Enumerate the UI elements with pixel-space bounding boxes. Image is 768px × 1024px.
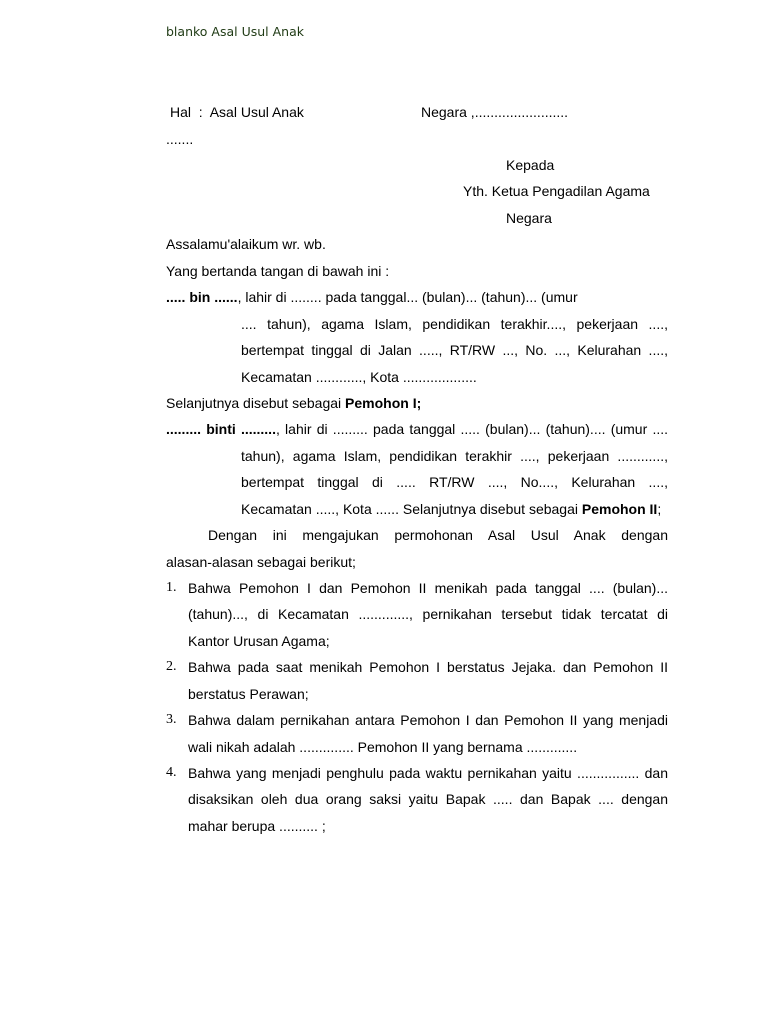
intro-line: Yang bertanda tangan di bawah ini : (166, 263, 390, 279)
recipient-city: Negara (506, 210, 552, 226)
item2-line1: Bahwa pada saat menikah Pemohon I berstatus Jejaka. dan Pemohon II (188, 659, 668, 675)
recipient-title: Yth. Ketua Pengadilan Agama (463, 183, 650, 199)
item1-line2: (tahun)..., di Kecamatan ............., pernikahan tersebut tidak tercatat di (188, 606, 668, 622)
pemohon2-line1 (166, 421, 668, 437)
item1-line3: Kantor Urusan Agama; (188, 633, 330, 649)
document-header: blanko Asal Usul Anak (166, 24, 304, 39)
pemohon1-line4: Kecamatan ............, Kota ................... (241, 369, 477, 385)
pemohon1-name: ..... bin ...... (166, 289, 238, 305)
hal-line (170, 104, 304, 120)
pemohon1-line1 (166, 289, 578, 305)
pemohon2-line1-rest: , lahir di ......... pada tanggal ..... (bulan)... (tahun).... (umur .... (275, 421, 669, 437)
pemohon2-line4 (241, 501, 661, 517)
pemohon2-label: Pemohon II (581, 501, 658, 517)
item3-line1: Bahwa dalam pernikahan antara Pemohon I dan Pemohon II yang menjadi (188, 712, 668, 728)
pemohon1-label: Pemohon I; (345, 395, 422, 411)
hal-dots: ....... (166, 131, 194, 147)
item4-line1: Bahwa yang menjadi penghulu pada waktu pernikahan yaitu ................ dan (188, 765, 668, 781)
pemohon2-line3: bertempat tinggal di ..... RT/RW ...., No...., Kelurahan ...., (241, 474, 668, 490)
item4-line3: mahar berupa .......... ; (188, 818, 326, 834)
item3-line2: wali nikah adalah .............. Pemohon II yang bernama ............. (188, 739, 578, 755)
recipient-kepada: Kepada (506, 157, 555, 173)
item4-number: 4. (166, 765, 177, 780)
item2-number: 2. (166, 659, 177, 674)
hal-value: Asal Usul Anak (209, 104, 304, 120)
pemohon2-line4-prefix: Kecamatan ....., Kota ...... Selanjutnya disebut sebagai (241, 501, 582, 517)
hal-label: Hal (170, 104, 192, 120)
pemohon2-name: ......... binti ......... (166, 421, 276, 437)
body-para-line2: alasan-alasan sebagai berikut; (166, 554, 356, 570)
hal-separator: : (198, 104, 203, 120)
item2-line2: berstatus Perawan; (188, 686, 309, 702)
pemohon2-line4-suffix: ; (657, 501, 662, 517)
pemohon1-designation-prefix: Selanjutnya disebut sebagai (166, 395, 346, 411)
item3-number: 3. (166, 712, 177, 727)
pemohon1-line2: .... tahun), agama Islam, pendidikan terakhir...., pekerjaan ...., (241, 316, 668, 332)
item4-line2: disaksikan oleh dua orang saksi yaitu Bapak ..... dan Bapak .... dengan (188, 791, 668, 807)
pemohon1-line1-rest: , lahir di ........ pada tanggal... (bulan)... (tahun)... (umur (237, 289, 578, 305)
body-para-line1: Dengan ini mengajukan permohonan Asal Usul Anak dengan (208, 527, 668, 543)
pemohon2-line2: tahun), agama Islam, pendidikan terakhir ...., pekerjaan ............, (241, 448, 668, 464)
greeting: Assalamu'alaikum wr. wb. (166, 236, 326, 252)
place-date: Negara ,........................ (421, 104, 569, 120)
item1-number: 1. (166, 580, 177, 595)
pemohon1-designation (166, 395, 421, 411)
item1-line1: Bahwa Pemohon I dan Pemohon II menikah pada tanggal .... (bulan)... (188, 580, 668, 596)
pemohon1-line3: bertempat tinggal di Jalan ....., RT/RW ..., No. ..., Kelurahan ...., (241, 342, 668, 358)
